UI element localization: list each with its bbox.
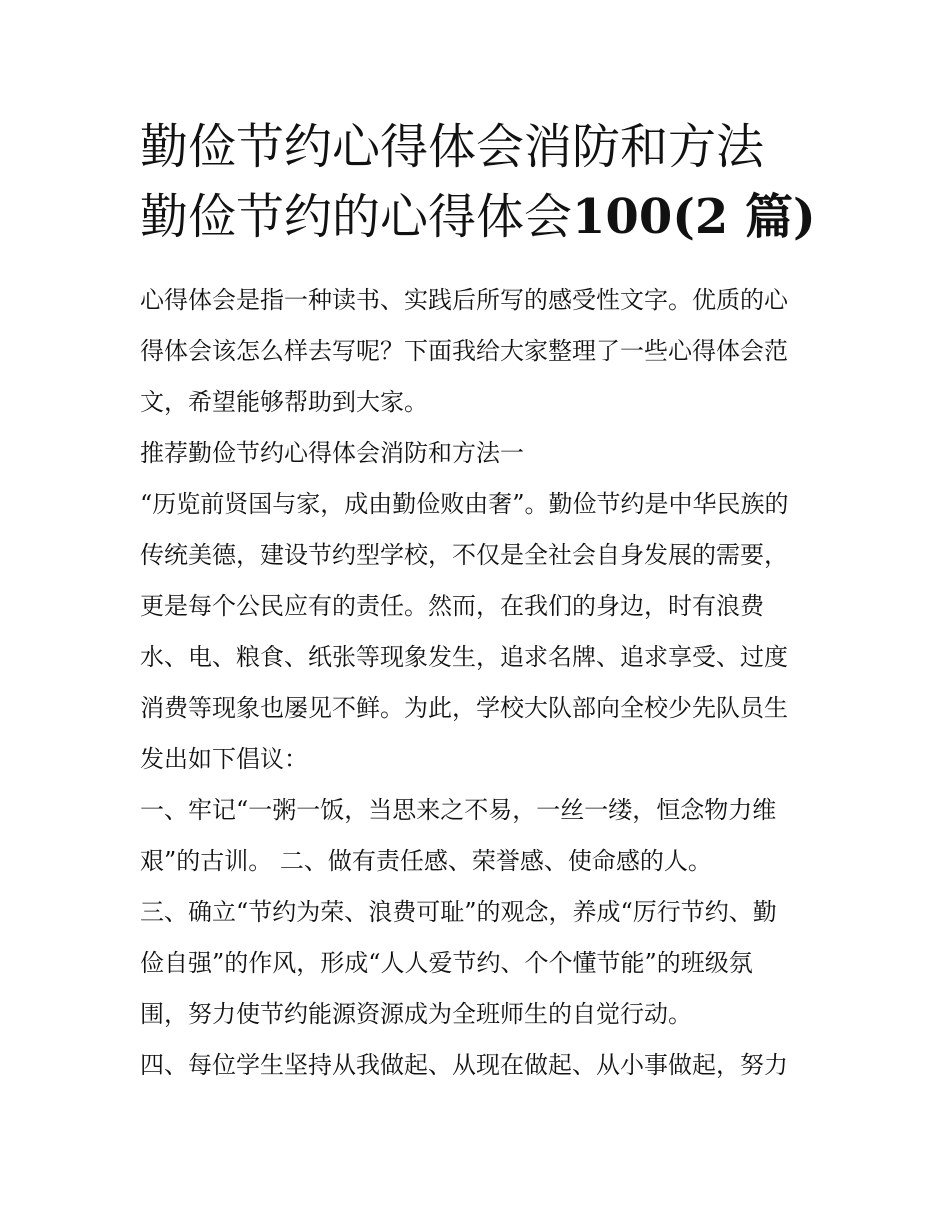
body-line: 水、电、粮食、纸张等现象发生，追求名牌、追求享受、过度 (140, 643, 788, 671)
body-line: 发出如下倡议： (140, 745, 308, 773)
body-line: 四、每位学生坚持从我做起、从现在做起、从小事做起，努力 (140, 1051, 788, 1079)
body-line: 文，希望能够帮助到大家。 (140, 388, 428, 416)
body-line: 三、确立“节约为荣、浪费可耻”的观念，养成“厉行节约、勤 (140, 898, 777, 926)
body-line: 一、牢记“一粥一饭，当思来之不易，一丝一缕，恒念物力维 (140, 796, 777, 824)
title-line-1: 勤俭节约心得体会消防和方法 (140, 119, 765, 175)
document-title (140, 112, 830, 252)
title-number: 100(2 篇) (572, 189, 816, 245)
body-line: 艰”的古训。 二、做有责任感、荣誉感、使命感的人。 (140, 847, 712, 875)
body-line: 传统美德，建设节约型学校，不仅是全社会自身发展的需要， (140, 541, 788, 569)
document-body (140, 275, 820, 1091)
body-line: 更是每个公民应有的责任。然而，在我们的身边，时有浪费 (140, 592, 764, 620)
body-line: 得体会该怎么样去写呢？下面我给大家整理了一些心得体会范 (140, 337, 788, 365)
title-line-2 (140, 182, 830, 252)
body-line: 俭自强”的作风，形成“人人爱节约、个个懂节能”的班级氛 (140, 949, 753, 977)
body-line: 消费等现象也屡见不鲜。为此，学校大队部向全校少先队员生 (140, 694, 788, 722)
section-heading: 推荐勤俭节约心得体会消防和方法一 (140, 439, 524, 467)
body-line: 围，努力使节约能源资源成为全班师生的自觉行动。 (140, 1000, 692, 1028)
body-line: 心得体会是指一种读书、实践后所写的感受性文字。优质的心 (140, 286, 788, 314)
title-line-2-text: 勤俭节约的心得体会 (140, 189, 573, 245)
body-line: “历览前贤国与家，成由勤俭败由奢”。勤俭节约是中华民族的 (140, 490, 789, 518)
